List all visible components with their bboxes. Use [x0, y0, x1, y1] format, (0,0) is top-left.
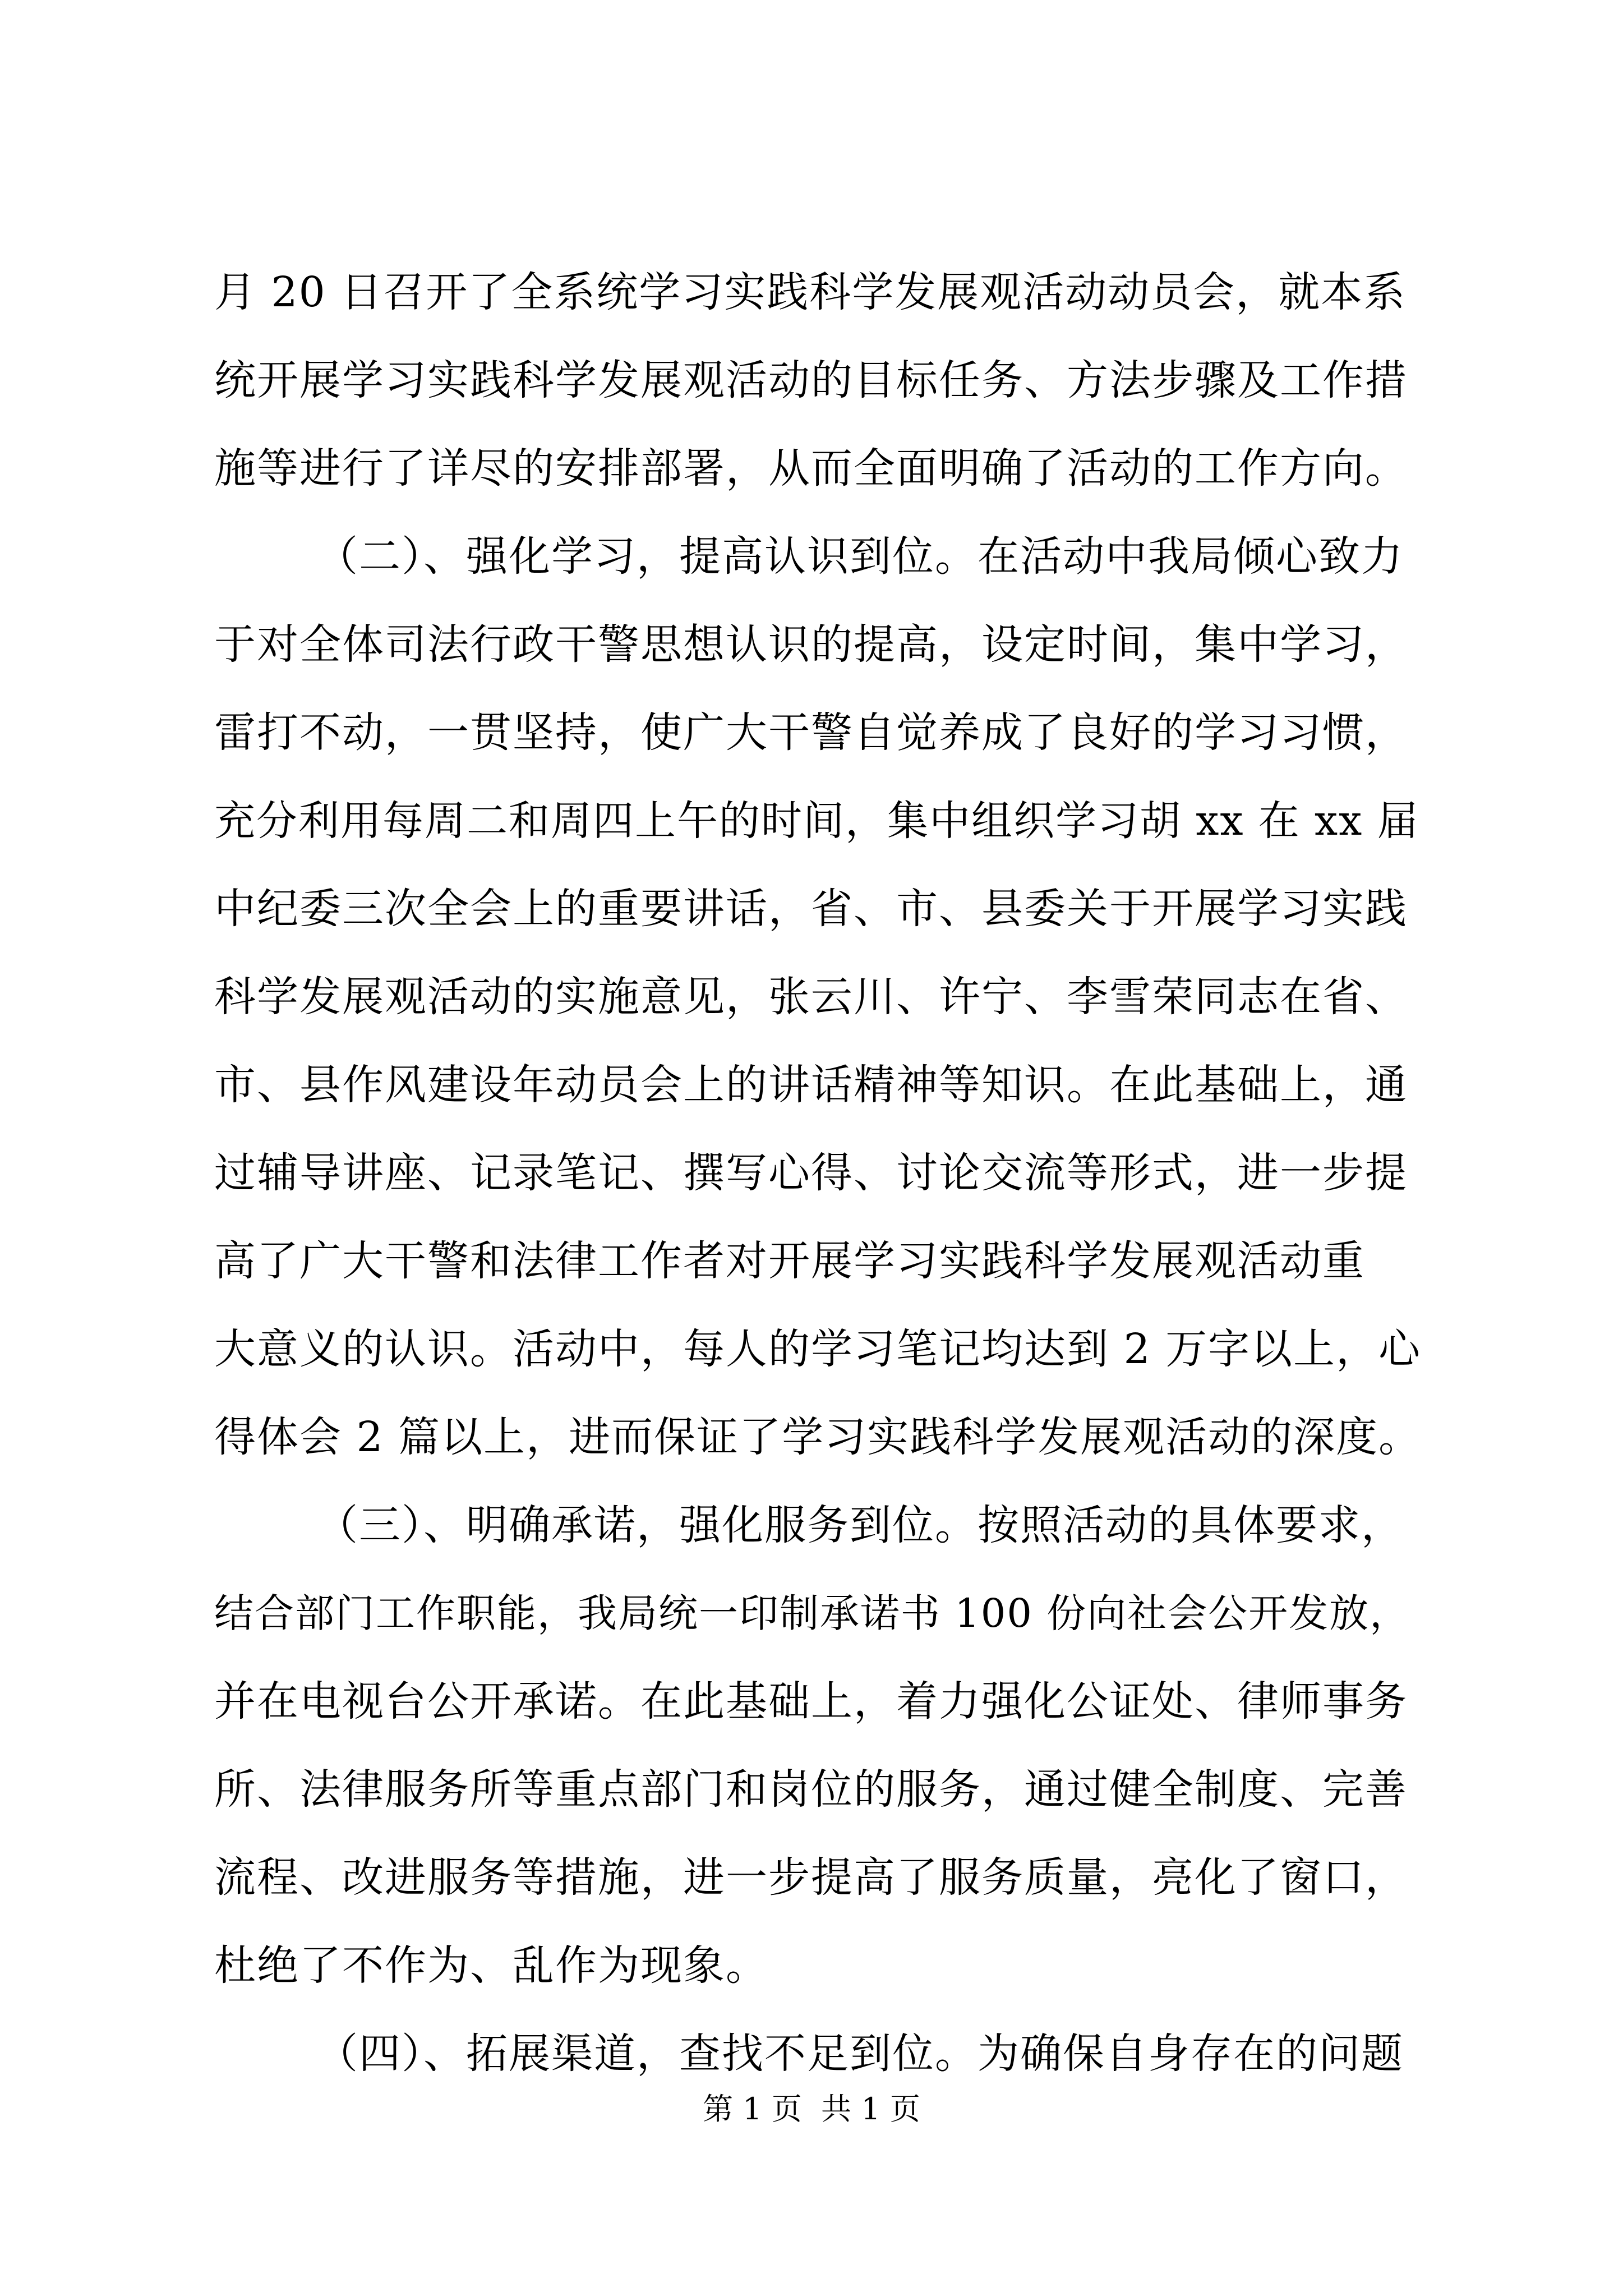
body-line: 科学发展观活动的实施意见，张云川、许宁、李雪荣同志在省、: [214, 973, 1408, 1021]
body-line: 所、法律服务所等重点部门和岗位的服务，通过健全制度、完善: [214, 1765, 1408, 1814]
page-number-label: 第 1 页 共 1 页: [703, 2091, 920, 2127]
body-line: 杜绝了不作为、乱作为现象。: [214, 1941, 768, 1990]
body-line: 过辅导讲座、记录笔记、撰写心得、讨论交流等形式，进一步提: [214, 1149, 1408, 1197]
body-line: 高了广大干警和法律工作者对开展学习实践科学发展观活动重: [214, 1237, 1365, 1285]
body-line: 流程、改进服务等措施，进一步提高了服务质量，亮化了窗口，: [214, 1853, 1408, 1902]
document-body: [214, 249, 1426, 2098]
section-heading-line: （三）、明确承诺，强化服务到位。按照活动的具体要求，: [316, 1501, 1404, 1549]
body-line: 充分利用每周二和周四上午的时间，集中组织学习胡 xx 在 xx 届: [214, 797, 1419, 845]
section-heading-line: （四）、拓展渠道，查找不足到位。为确保自身存在的问题: [316, 2030, 1404, 2078]
body-line: 大意义的认识。活动中，每人的学习笔记均达到 2 万字以上，心: [214, 1325, 1422, 1373]
body-line: 统开展学习实践科学发展观活动的目标任务、方法步骤及工作措: [214, 356, 1408, 404]
body-line: 并在电视台公开承诺。在此基础上，着力强化公证处、律师事务: [214, 1677, 1408, 1726]
body-line: 结合部门工作职能，我局统一印制承诺书 100 份向社会公开发放，: [214, 1590, 1410, 1636]
page-footer: [0, 2087, 1623, 2132]
body-line: 得体会 2 篇以上，进而保证了学习实践科学发展观活动的深度。: [214, 1413, 1422, 1461]
section-heading-line: （二）、强化学习，提高认识到位。在活动中我局倾心致力: [316, 532, 1404, 581]
body-line: 中纪委三次全会上的重要讲话，省、市、县委关于开展学习实践: [214, 885, 1408, 933]
body-line: 施等进行了详尽的安排部署，从而全面明确了活动的工作方向。: [214, 444, 1408, 493]
body-line: 市、县作风建设年动员会上的讲话精神等知识。在此基础上，通: [214, 1061, 1408, 1109]
body-line: 于对全体司法行政干警思想认识的提高，设定时间，集中学习，: [214, 620, 1408, 669]
body-line: 月 20 日召开了全系统学习实践科学发展观活动动员会，就本系: [214, 268, 1407, 316]
body-line: 雷打不动，一贯坚持，使广大干警自觉养成了良好的学习习惯，: [214, 708, 1408, 757]
